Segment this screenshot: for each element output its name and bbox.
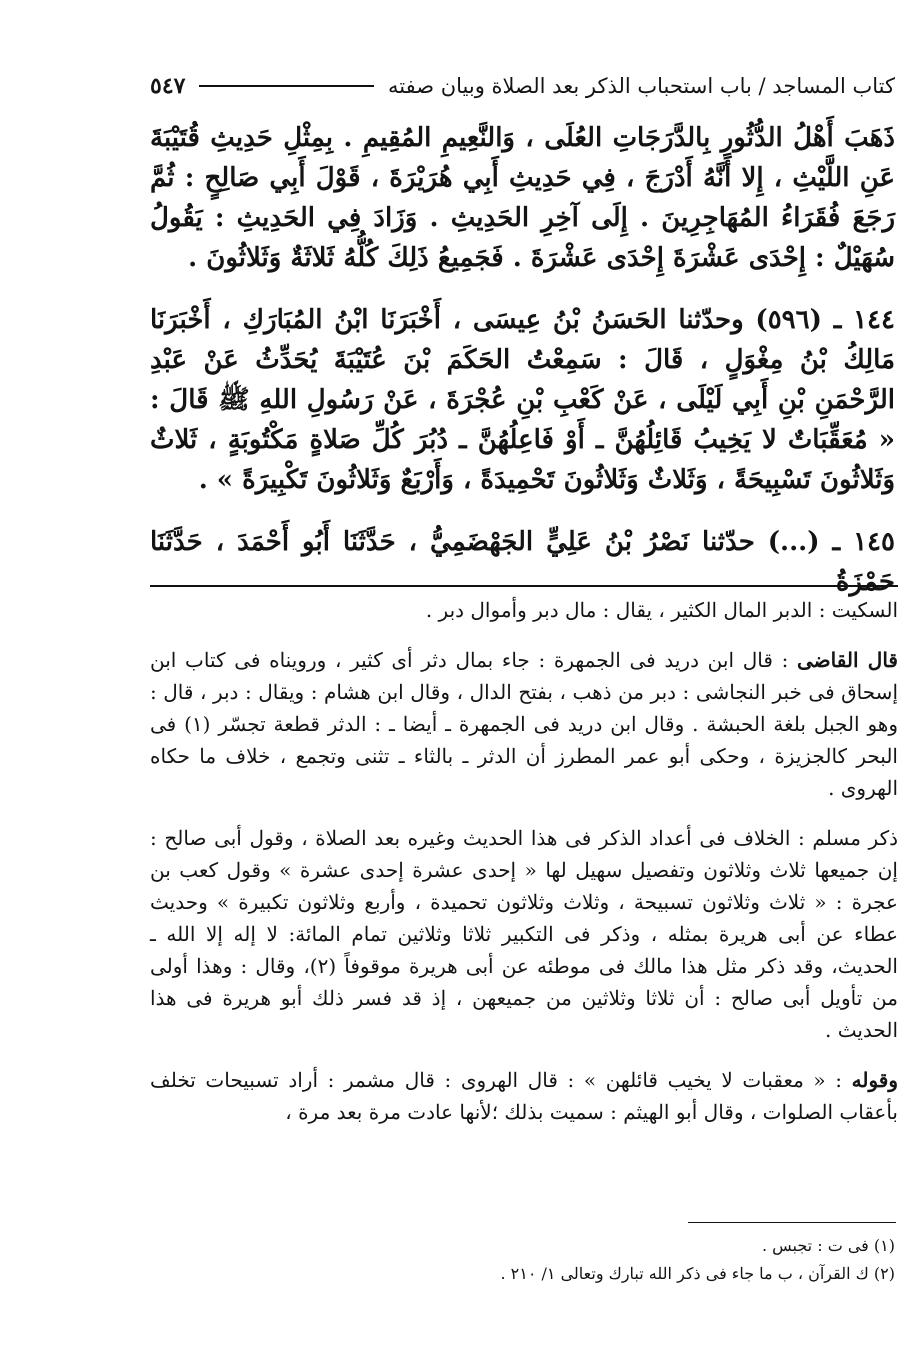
commentary-paragraph-3: ذكر مسلم : الخلاف فى أعداد الذكر فى هذا الحديث وغيره بعد الصلاة ، وقول أبى صالح : إن جميعها ثلاث وثلاثون وتفصيل سهيل لها « إحدى عشرة إحدى عشرة » وقول كعب بن عجرة : « ثلاث وثلاثون تسبيحة ، وثلاث وثلاثون تحميدة ، وأربع وثلاثون تكبيرة » وحديث عطاء عن أبى هريرة بمثله ، وذكر فى التكبير ثلاثا وثلاثين تمام المائة: لا إله إلا الله ـ الحديث، وقد ذكر مثل هذا مالك فى موطئه عن أبى هريرة موقوفاً (٢)، وقال : وهذا أولى من تأويل أبى صالح : أن ثلاثا وثلاثين من جميعهن ، إذ قد فسر ذلك أبو هريرة فى هذا الحديث . — [150, 826, 898, 1042]
header-rule — [199, 85, 374, 87]
commentary-body-4: : « معقبات لا يخيب قائلهن » : قال الهروى : قال مشمر : أراد تسبيحات تخلف بأعقاب الصلوات ، وقال أبو الهيثم : سميت بذلك ؛لأنها عادت مرة بعد مرة ، — [150, 1068, 898, 1124]
commentary-body-2: : قال ابن دريد فى الجمهرة : جاء بمال دثر أى كثير ، ورويناه فى كتاب ابن إسحاق فى خبر النجاشى : دبر من ذهب ، بفتح الدال ، وقال ابن هشام : ويقال : دبر ، قال : وهو الجبل بلغة الحبشة . وقال ابن دريد فى الجمهرة ـ أيضا ـ : الدثر قطعة تجسّر (١) فى البحر كالجزيزة ، وحكى أبو عمر المطرز أن الدثر ـ بالثاء ـ تثنى وتجمع ، خلاف ما حكاه الهروى . — [150, 648, 898, 800]
footnote-rule — [688, 1222, 896, 1223]
commentary-paragraph-1: السكيت : الدبر المال الكثير ، يقال : مال دبر وأموال دبر . — [425, 598, 898, 622]
hadith-paragraph-145: ١٤٥ ـ (...) حدّثنا نَصْرُ بْنُ عَلِيٍّ الجَهْضَمِيُّ ، حَدَّثَنَا أَبُو أَحْمَدَ ، حَدَّثَنَا حَمْزَةُ — [150, 527, 895, 597]
commentary-text — [150, 594, 898, 1128]
section-divider — [150, 585, 898, 587]
commentary-lead-qawluhu: وقوله — [851, 1068, 898, 1092]
hadith-paragraph-144: ١٤٤ ـ (٥٩٦) وحدّثنا الحَسَنُ بْنُ عِيسَى ، أَخْبَرَنَا ابْنُ المُبَارَكِ ، أَخْبَرَنَا مَالِكُ بْنُ مِغْوَلٍ ، قَالَ : سَمِعْتُ الحَكَمَ بْنَ عُتَيْبَةَ يُحَدِّثُ عَنْ عَبْدِ الرَّحْمَنِ بْنِ أَبِي لَيْلَى ، عَنْ كَعْبِ بْنِ عُجْرَةَ ، عَنْ رَسُولِ اللهِ ﷺ قَالَ : « مُعَقِّبَاتٌ لا يَخِيبُ قَائِلُهُنَّ ـ أَوْ فَاعِلُهُنَّ ـ دُبُرَ كُلِّ صَلاةٍ مَكْتُوبَةٍ ، ثَلاثٌ وَثَلاثُونَ تَسْبِيحَةً ، وَثَلاثٌ وَثَلاثُونَ تَحْمِيدَةً ، وَأَرْبَعٌ وَثَلاثُونَ تَكْبِيرَةً » . — [150, 305, 895, 495]
commentary-paragraph-4 — [150, 1064, 898, 1128]
commentary-lead-qadi: قال القاضى — [797, 648, 898, 672]
hadith-text — [150, 118, 895, 602]
running-header — [150, 66, 895, 106]
footnotes — [150, 1232, 895, 1288]
footnote-2: (٢) ك القرآن ، ب ما جاء فى ذكر الله تبارك وتعالى ١/ ٢١٠ . — [500, 1264, 895, 1283]
page-number: ٥٤٧ — [150, 73, 186, 99]
commentary-paragraph-2 — [150, 644, 898, 804]
chapter-title: كتاب المساجد / باب استحباب الذكر بعد الصلاة وبيان صفته — [387, 74, 895, 98]
footnote-1: (١) فى ت : تجبس . — [761, 1236, 895, 1255]
hadith-paragraph-1: ذَهَبَ أَهْلُ الدُّثُورِ بِالدَّرَجَاتِ العُلَى ، وَالنَّعِيمِ المُقِيمِ . بِمِثْلِ حَدِيثِ قُتَيْبَةَ عَنِ اللَّيْثِ ، إِلا أَنَّهُ أَدْرَجَ ، فِي حَدِيثِ أَبِي هُرَيْرَةَ ، قَوْلَ أَبِي صَالِحٍ : ثُمَّ رَجَعَ فُقَرَاءُ المُهَاجِرِينَ . إِلَى آخِرِ الحَدِيثِ . وَزَادَ فِي الحَدِيثِ : يَقُولُ سُهَيْلٌ : إِحْدَى عَشْرَةَ إِحْدَى عَشْرَةَ . فَجَمِيعُ ذَلِكَ كُلُّهُ ثَلاثَةٌ وَثَلاثُونَ . — [150, 123, 895, 273]
